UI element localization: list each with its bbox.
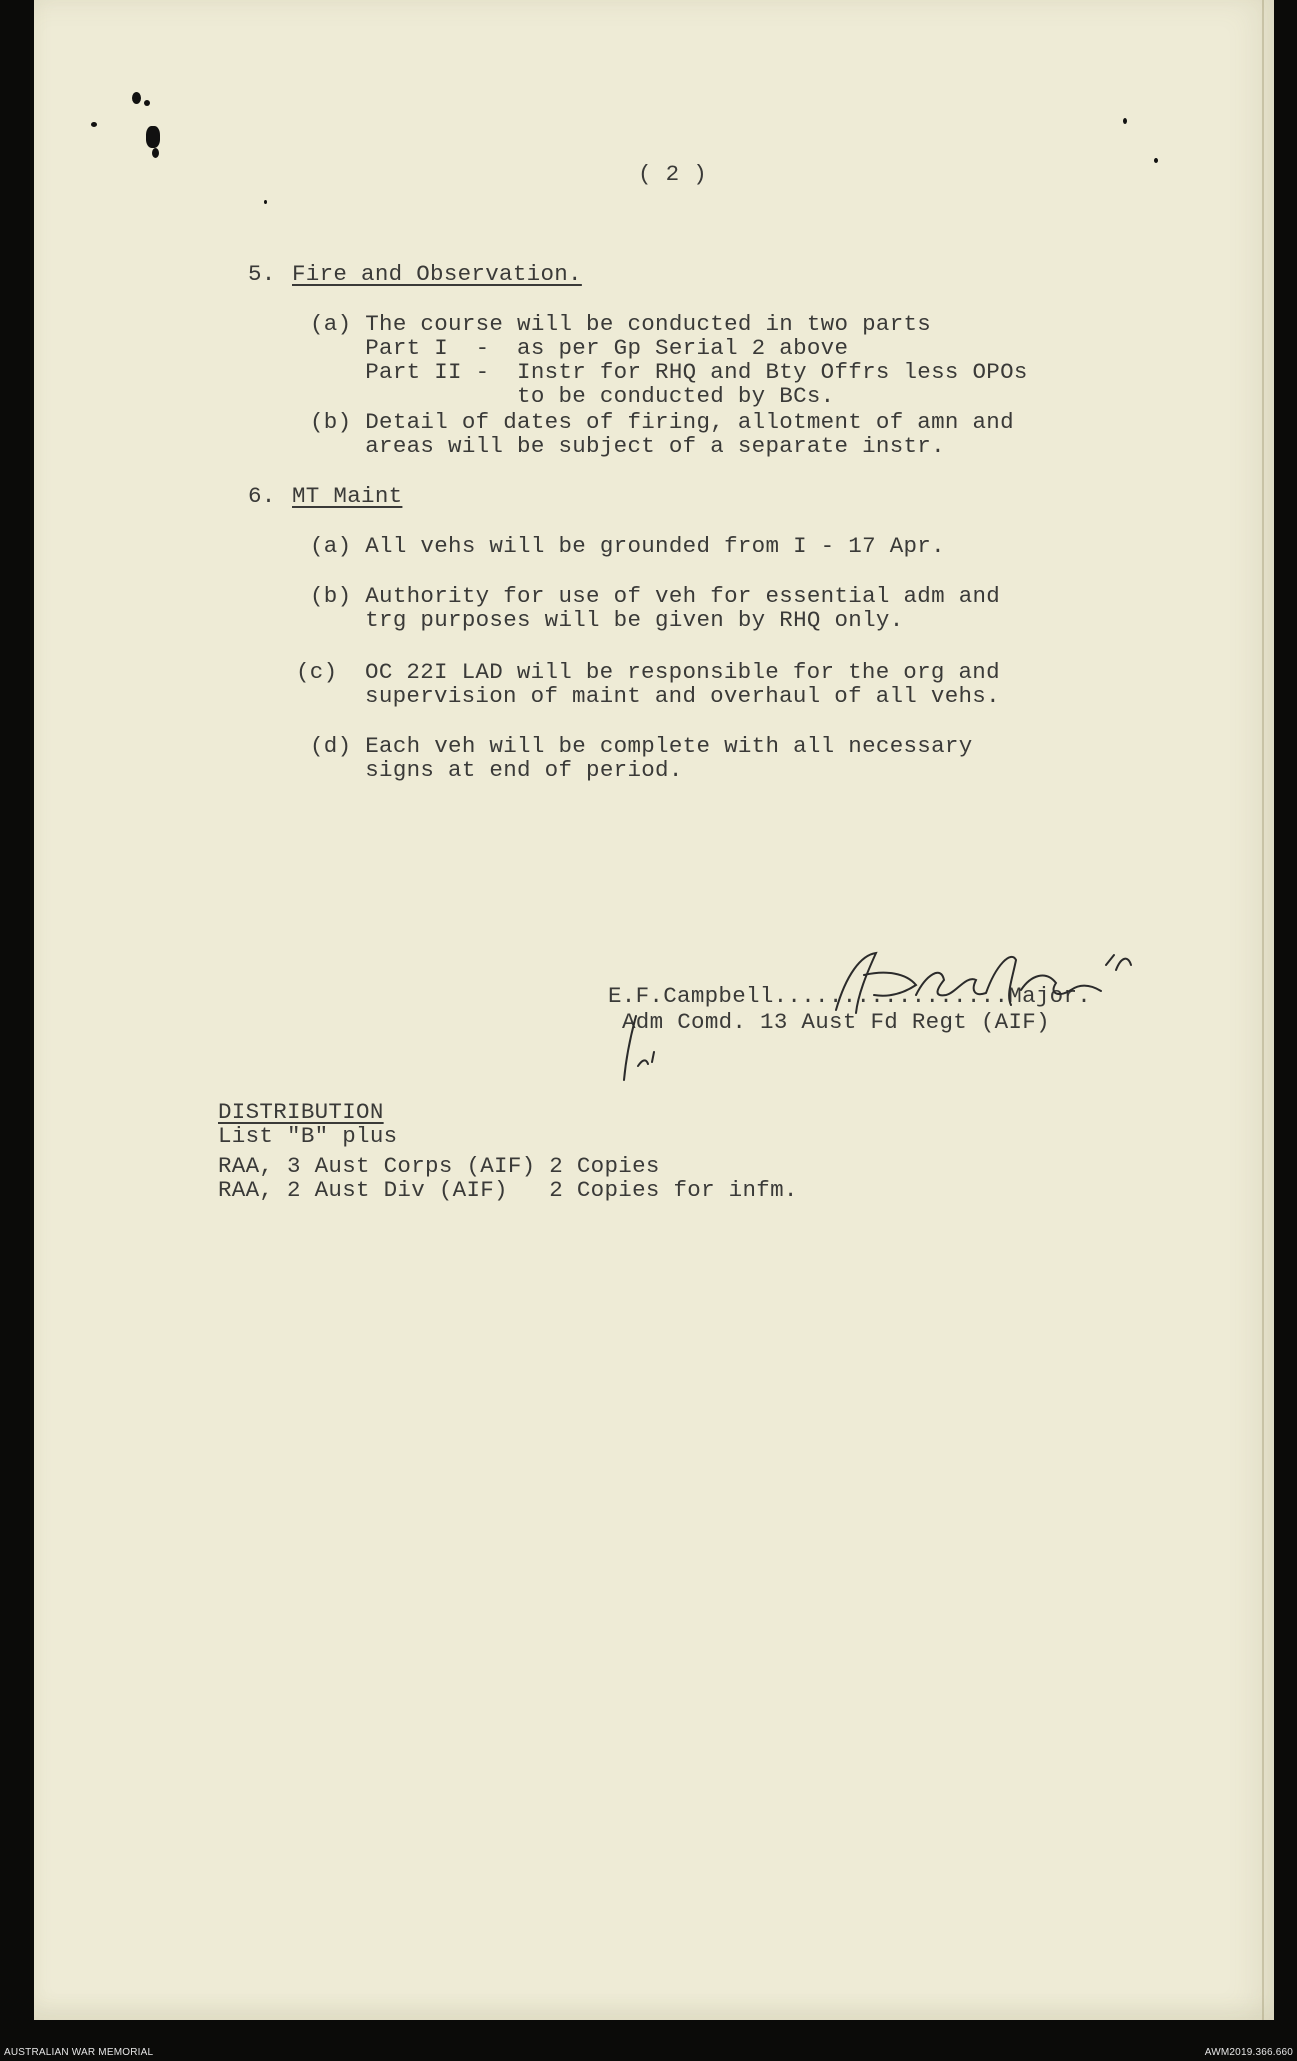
signatory-line: E.F.Campbell.................Major. xyxy=(608,983,1092,1009)
section-6-heading: MT Maint xyxy=(292,483,403,509)
ink-blot xyxy=(132,92,141,104)
section-6-item-line: (a) All vehs will be grounded from I - 17 Apr. xyxy=(310,533,945,559)
section-6-item-line: (b) Authority for use of veh for essential adm and xyxy=(310,583,1001,609)
section-5-line: (a) The course will be conducted in two parts xyxy=(310,311,932,337)
ink-blot xyxy=(146,126,160,148)
footer-right: AWM2019.366.660 xyxy=(1204,2047,1293,2058)
page-number: ( 2 ) xyxy=(638,161,708,187)
section-5-line: to be conducted by BCs. xyxy=(310,383,835,409)
distribution-heading: DISTRIBUTION xyxy=(218,1099,384,1125)
handwritten-signature xyxy=(816,935,1146,1030)
page-fold xyxy=(1262,0,1264,2020)
ink-blot xyxy=(144,100,150,106)
section-6-item-line: (c) OC 22I LAD will be responsible for the org and xyxy=(296,659,1000,685)
ink-blot xyxy=(1123,118,1127,124)
distribution-line: RAA, 2 Aust Div (AIF) 2 Copies for infm. xyxy=(218,1177,798,1203)
section-6-item-line: supervision of maint and overhaul of all vehs. xyxy=(296,683,1000,709)
section-5-heading: Fire and Observation. xyxy=(292,261,582,287)
footer-left: AUSTRALIAN WAR MEMORIAL xyxy=(4,2047,154,2058)
section-5-number: 5. xyxy=(248,261,276,287)
ink-blot xyxy=(1154,158,1158,163)
handwritten-initials xyxy=(616,1008,676,1084)
section-5-line: Part I - as per Gp Serial 2 above xyxy=(310,335,849,361)
section-6-number: 6. xyxy=(248,483,276,509)
distribution-line: List "B" plus xyxy=(218,1123,398,1149)
ink-blot xyxy=(91,122,97,127)
section-6-item-line: trg purposes will be given by RHQ only. xyxy=(310,607,904,633)
section-5-line: areas will be subject of a separate instr. xyxy=(310,433,945,459)
section-5-line: Part II - Instr for RHQ and Bty Offrs less OPOs xyxy=(310,359,1028,385)
distribution-line: RAA, 3 Aust Corps (AIF) 2 Copies xyxy=(218,1153,660,1179)
document-page xyxy=(34,0,1274,2020)
section-6-item-line: signs at end of period. xyxy=(310,757,683,783)
signatory-title: Adm Comd. 13 Aust Fd Regt (AIF) xyxy=(622,1009,1050,1035)
ink-blot xyxy=(264,200,267,204)
section-5-line: (b) Detail of dates of firing, allotment of amn and xyxy=(310,409,1014,435)
ink-blot xyxy=(152,148,159,158)
section-6-item-line: (d) Each veh will be complete with all necessary xyxy=(310,733,973,759)
